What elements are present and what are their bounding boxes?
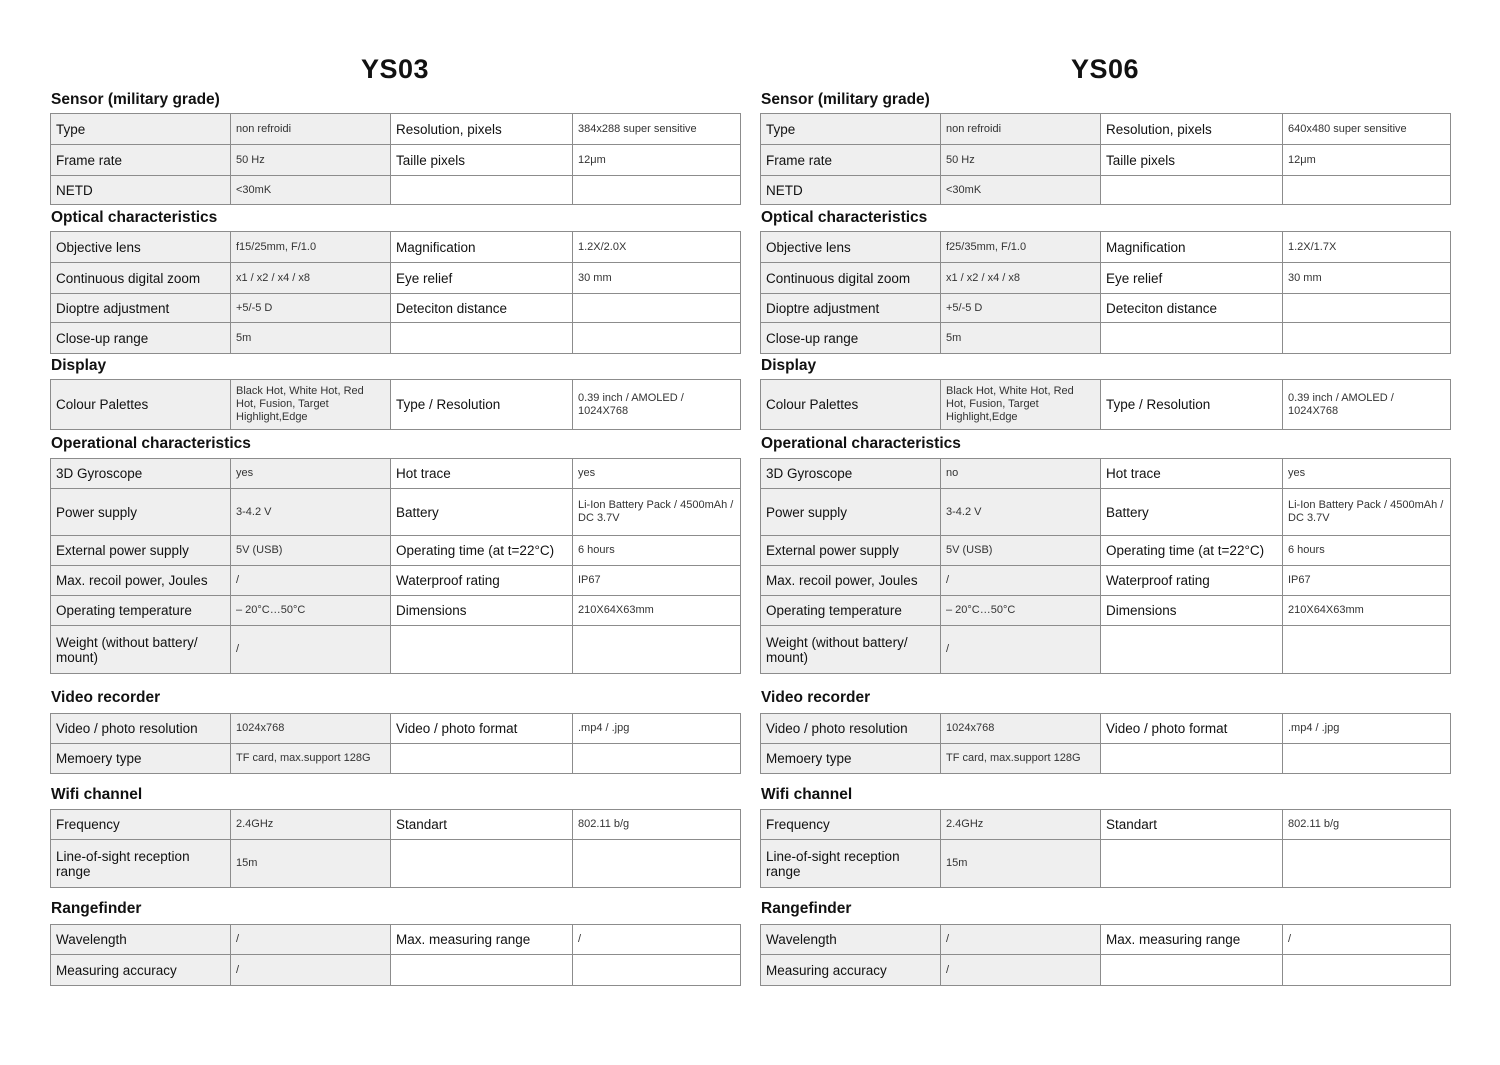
spec-label: Frequency [51,810,231,840]
spec-value: no [941,459,1101,489]
spec-value: 3-4.2 V [231,489,391,536]
section-title: Sensor (military grade) [51,91,220,108]
spec-value [1283,323,1451,354]
spec-value: f15/25mm, F/1.0 [231,232,391,263]
spec-value: / [231,566,391,596]
spec-value: <30mK [231,176,391,205]
table-row [761,566,1451,596]
spec-value: 50 Hz [941,145,1101,176]
spec-label [391,323,573,354]
table-row [761,380,1451,430]
spec-label [1101,744,1283,774]
section-title: Display [51,357,107,374]
spec-value: 802.11 b/g [1283,810,1451,840]
spec-table-operational-characteristics [760,458,1451,674]
spec-label: Colour Palettes [761,380,941,430]
spec-value: 5m [941,323,1101,354]
table-row [51,925,741,955]
spec-table-wifi-channel [760,809,1451,888]
spec-label [391,840,573,888]
spec-value [1283,840,1451,888]
spec-value: non refroidi [231,114,391,145]
spec-label: Power supply [761,489,941,536]
spec-table-video-recorder [50,713,741,774]
spec-label: Objective lens [761,232,941,263]
spec-value: / [231,925,391,955]
spec-label: Line-of-sight reception range [51,840,231,888]
model-column-ys06 [760,0,1450,1065]
table-row [51,294,741,323]
spec-label: Video / photo format [1101,714,1283,744]
spec-label: Type / Resolution [1101,380,1283,430]
section-title: Optical characteristics [51,209,218,226]
table-row [761,114,1451,145]
section-title: Wifi channel [761,786,853,803]
spec-value: yes [1283,459,1451,489]
table-row [51,744,741,774]
spec-value: / [231,626,391,674]
spec-value: IP67 [1283,566,1451,596]
spec-value: 0.39 inch / AMOLED / 1024X768 [1283,380,1451,430]
spec-value: 384x288 super sensitive [573,114,741,145]
spec-label: Hot trace [391,459,573,489]
spec-label: Dioptre adjustment [51,294,231,323]
spec-label: Video / photo resolution [761,714,941,744]
spec-label: Eye relief [391,263,573,294]
spec-value: Black Hot, White Hot, Red Hot, Fusion, Target Highlight,Edge [231,380,391,430]
spec-label: Dimensions [391,596,573,626]
spec-label: Wavelength [51,925,231,955]
spec-value [573,323,741,354]
spec-value: .mp4 / .jpg [573,714,741,744]
spec-label: Frequency [761,810,941,840]
model-title: YS06 [1070,54,1140,84]
spec-value: 50 Hz [231,145,391,176]
spec-value: 6 hours [1283,536,1451,566]
spec-label: Hot trace [1101,459,1283,489]
spec-value [573,176,741,205]
table-row [761,714,1451,744]
spec-value: 2.4GHz [941,810,1101,840]
spec-value: 6 hours [573,536,741,566]
spec-label: Objective lens [51,232,231,263]
table-row [51,566,741,596]
spec-value: +5/-5 D [231,294,391,323]
spec-label: Close-up range [51,323,231,354]
spec-value: IP67 [573,566,741,596]
spec-label [391,955,573,986]
spec-value: 5V (USB) [231,536,391,566]
spec-table-sensor-military-grade [760,113,1451,205]
spec-table-optical-characteristics [50,231,741,354]
spec-value: 1.2X/2.0X [573,232,741,263]
spec-value: / [231,955,391,986]
spec-label: Deteciton distance [391,294,573,323]
table-row [761,536,1451,566]
spec-label: Max. recoil power, Joules [761,566,941,596]
spec-label: Operating temperature [51,596,231,626]
spec-value [573,744,741,774]
spec-value: 5V (USB) [941,536,1101,566]
table-row [761,263,1451,294]
table-row [51,536,741,566]
spec-table-sensor-military-grade [50,113,741,205]
table-row [761,176,1451,205]
spec-label: External power supply [51,536,231,566]
spec-value: – 20°C…50°C [941,596,1101,626]
spec-value: 30 mm [1283,263,1451,294]
spec-label: Max. measuring range [391,925,573,955]
table-row [761,145,1451,176]
table-row [761,955,1451,986]
model-column-ys03 [50,0,740,1065]
spec-label: External power supply [761,536,941,566]
section-title: Operational characteristics [761,435,961,452]
spec-label: Power supply [51,489,231,536]
spec-value: .mp4 / .jpg [1283,714,1451,744]
spec-label: Colour Palettes [51,380,231,430]
spec-label: Taille pixels [391,145,573,176]
spec-value: 1.2X/1.7X [1283,232,1451,263]
spec-value: Li-Ion Battery Pack / 4500mAh / DC 3.7V [573,489,741,536]
spec-label [391,744,573,774]
spec-value: f25/35mm, F/1.0 [941,232,1101,263]
spec-label: NETD [761,176,941,205]
spec-value [1283,955,1451,986]
spec-label: Weight (without battery/ mount) [761,626,941,674]
table-row [761,323,1451,354]
spec-label: Resolution, pixels [1101,114,1283,145]
spec-value: Black Hot, White Hot, Red Hot, Fusion, Target Highlight,Edge [941,380,1101,430]
table-row [761,294,1451,323]
spec-label: Measuring accuracy [51,955,231,986]
spec-label: Resolution, pixels [391,114,573,145]
table-row [761,232,1451,263]
spec-value: 640x480 super sensitive [1283,114,1451,145]
table-row [51,840,741,888]
table-row [761,925,1451,955]
table-row [761,744,1451,774]
table-row [761,596,1451,626]
table-row [761,489,1451,536]
spec-table-operational-characteristics [50,458,741,674]
table-row [761,810,1451,840]
spec-value: 12μm [1283,145,1451,176]
table-row [761,459,1451,489]
spec-label [391,626,573,674]
spec-table-wifi-channel [50,809,741,888]
spec-label: Video / photo resolution [51,714,231,744]
model-title: YS03 [360,54,430,84]
spec-label: Wavelength [761,925,941,955]
spec-value [1283,176,1451,205]
spec-table-rangefinder [50,924,741,986]
spec-label: Video / photo format [391,714,573,744]
table-row [51,323,741,354]
spec-value: x1 / x2 / x4 / x8 [231,263,391,294]
spec-value: yes [573,459,741,489]
spec-value: <30mK [941,176,1101,205]
spec-value: 2.4GHz [231,810,391,840]
spec-label: Memoery type [761,744,941,774]
spec-value: 15m [941,840,1101,888]
spec-value: – 20°C…50°C [231,596,391,626]
spec-value: TF card, max.support 128G [231,744,391,774]
spec-value: / [941,955,1101,986]
spec-value: 1024x768 [941,714,1101,744]
spec-label: Type [51,114,231,145]
spec-value: / [941,626,1101,674]
spec-value: Li-Ion Battery Pack / 4500mAh / DC 3.7V [1283,489,1451,536]
spec-label: Continuous digital zoom [51,263,231,294]
spec-table-optical-characteristics [760,231,1451,354]
spec-table-display [50,379,741,430]
table-row [51,263,741,294]
spec-value [573,294,741,323]
spec-label [1101,840,1283,888]
section-title: Operational characteristics [51,435,251,452]
spec-table-rangefinder [760,924,1451,986]
spec-label: Dimensions [1101,596,1283,626]
table-row [51,145,741,176]
spec-label: Operating temperature [761,596,941,626]
spec-label: 3D Gyroscope [761,459,941,489]
spec-label [1101,323,1283,354]
spec-value: 5m [231,323,391,354]
spec-label [391,176,573,205]
spec-label: Eye relief [1101,263,1283,294]
spec-label: Operating time (at t=22°C) [391,536,573,566]
spec-value: non refroidi [941,114,1101,145]
spec-value [1283,294,1451,323]
section-title: Optical characteristics [761,209,928,226]
spec-value: yes [231,459,391,489]
spec-label: Operating time (at t=22°C) [1101,536,1283,566]
spec-label: Standart [391,810,573,840]
section-title: Video recorder [51,689,161,706]
section-title: Video recorder [761,689,871,706]
section-title: Wifi channel [51,786,143,803]
spec-label: Close-up range [761,323,941,354]
spec-label: Measuring accuracy [761,955,941,986]
spec-value: 30 mm [573,263,741,294]
spec-table-display [760,379,1451,430]
spec-value: 12μm [573,145,741,176]
spec-label: Magnification [391,232,573,263]
spec-label: Memoery type [51,744,231,774]
spec-value: 0.39 inch / AMOLED / 1024X768 [573,380,741,430]
spec-label: Line-of-sight reception range [761,840,941,888]
table-row [51,176,741,205]
spec-value: 802.11 b/g [573,810,741,840]
spec-value: TF card, max.support 128G [941,744,1101,774]
spec-value [573,955,741,986]
spec-label: Max. measuring range [1101,925,1283,955]
table-row [51,626,741,674]
spec-label: Taille pixels [1101,145,1283,176]
section-title: Display [761,357,817,374]
table-row [51,955,741,986]
spec-label: Frame rate [761,145,941,176]
table-row [51,810,741,840]
spec-value: x1 / x2 / x4 / x8 [941,263,1101,294]
spec-label: Dioptre adjustment [761,294,941,323]
spec-label: Frame rate [51,145,231,176]
table-row [51,714,741,744]
section-title: Sensor (military grade) [761,91,930,108]
table-row [51,380,741,430]
table-row [51,232,741,263]
spec-label: 3D Gyroscope [51,459,231,489]
table-row [51,596,741,626]
spec-label: Waterproof rating [1101,566,1283,596]
section-title: Rangefinder [51,900,142,917]
spec-value: 3-4.2 V [941,489,1101,536]
spec-label: Magnification [1101,232,1283,263]
spec-value [1283,744,1451,774]
table-row [51,114,741,145]
spec-label: Max. recoil power, Joules [51,566,231,596]
spec-label [1101,626,1283,674]
spec-value: / [1283,925,1451,955]
spec-value: / [941,566,1101,596]
spec-label: Battery [1101,489,1283,536]
spec-label: Weight (without battery/ mount) [51,626,231,674]
spec-label [1101,955,1283,986]
table-row [51,489,741,536]
spec-value: 1024x768 [231,714,391,744]
spec-label: Battery [391,489,573,536]
spec-label: Deteciton distance [1101,294,1283,323]
spec-label: Type [761,114,941,145]
table-row [761,840,1451,888]
section-title: Rangefinder [761,900,852,917]
spec-value: 210X64X63mm [573,596,741,626]
spec-label: NETD [51,176,231,205]
spec-value: / [573,925,741,955]
spec-value: / [941,925,1101,955]
spec-label: Type / Resolution [391,380,573,430]
spec-label [1101,176,1283,205]
spec-value [573,840,741,888]
spec-label: Continuous digital zoom [761,263,941,294]
spec-value: 210X64X63mm [1283,596,1451,626]
spec-label: Waterproof rating [391,566,573,596]
spec-value [1283,626,1451,674]
spec-value [573,626,741,674]
table-row [51,459,741,489]
spec-value: 15m [231,840,391,888]
spec-table-video-recorder [760,713,1451,774]
table-row [761,626,1451,674]
spec-label: Standart [1101,810,1283,840]
spec-value: +5/-5 D [941,294,1101,323]
